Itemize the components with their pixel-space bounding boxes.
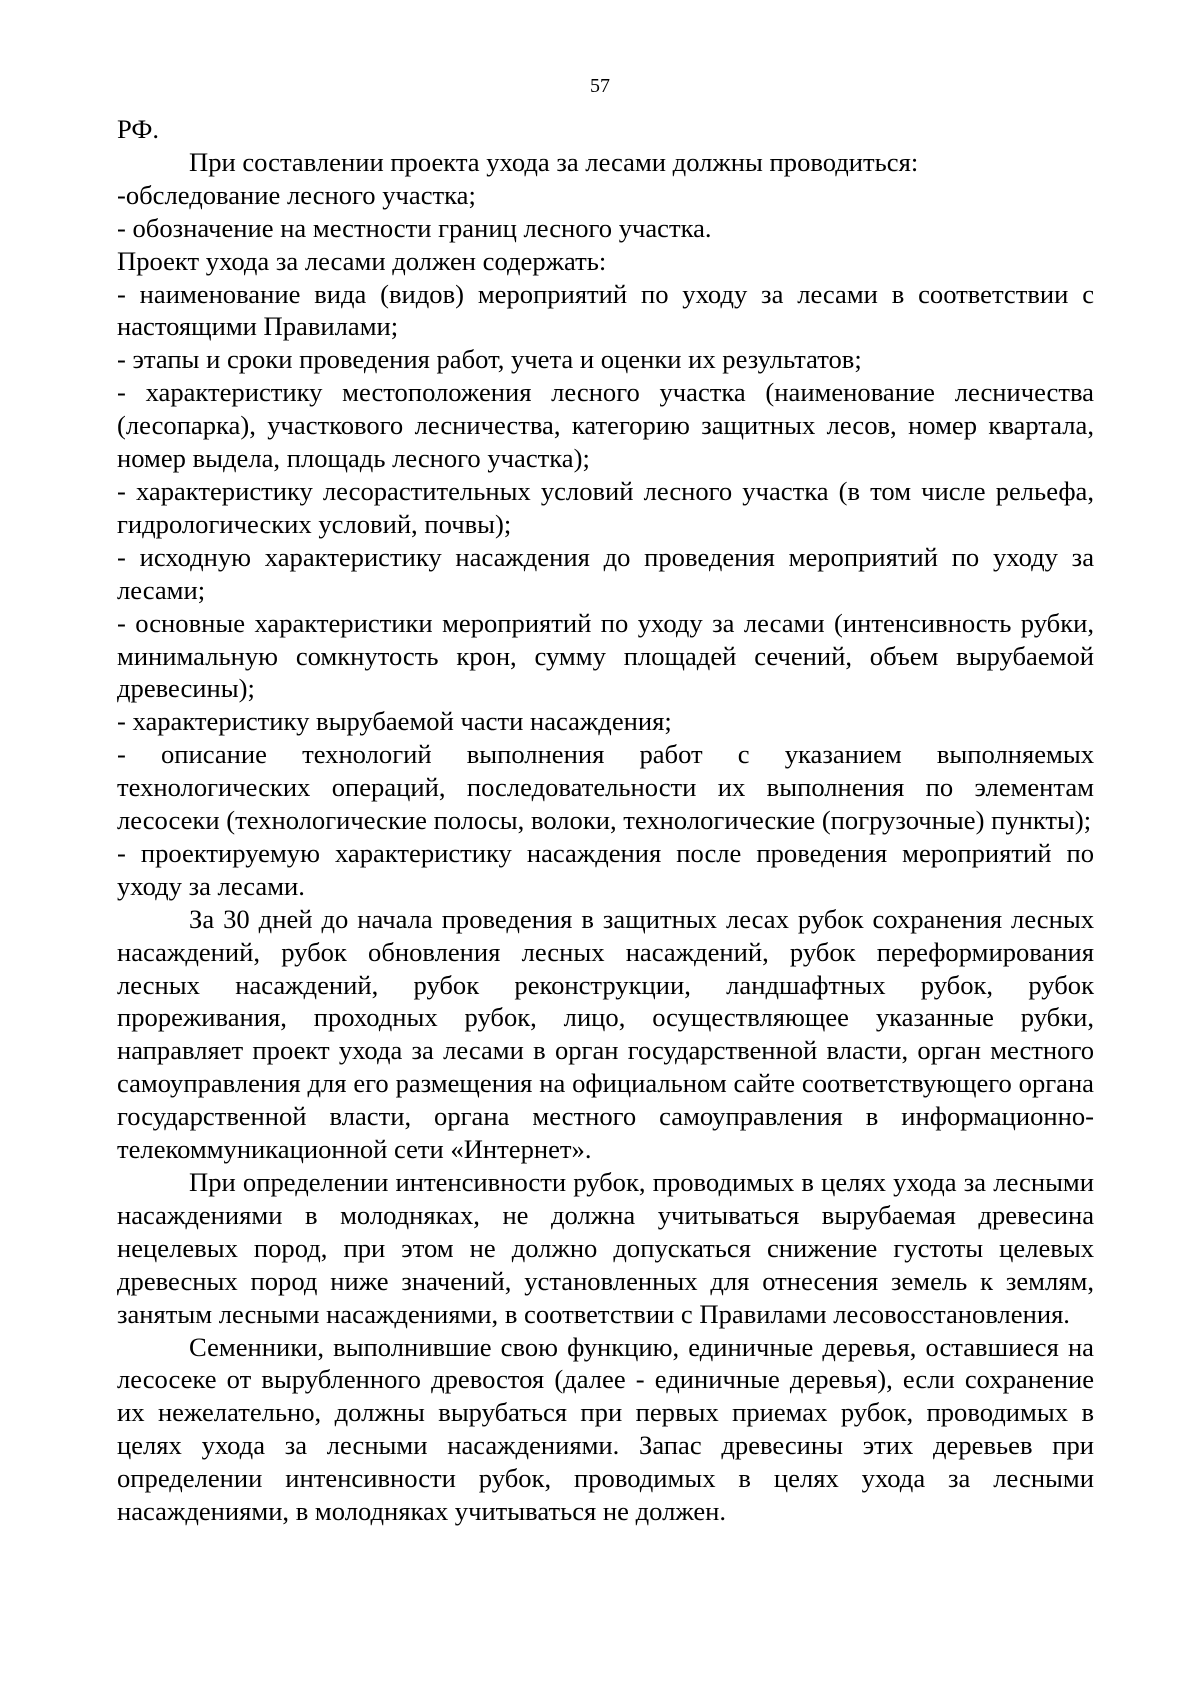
paragraph-1: РФ. [117, 114, 159, 144]
page-number: 57 [590, 75, 610, 97]
paragraph-12: - характеристику вырубаемой части насаждения; [117, 706, 672, 737]
paragraph-11: - основные характеристики мероприятий по уходу за лесами (интенсивность рубки, минимальную сомкнутость крон, сумму площадей сечений, объем вырубаемой древесины); [117, 607, 1094, 704]
paragraph-4: - обозначение на местности границ лесного участка. [117, 212, 712, 243]
paragraph-7: - этапы и сроки проведения работ, учета и оценки их результатов; [117, 344, 862, 375]
paragraph-8: - характеристику местоположения лесного участка (наименование лесничества (лесопарка), участкового лесничества, категорию защитных лесов, номер квартала, номер выдела, площадь лесного участка); [117, 377, 1094, 474]
paragraph-6: - наименование вида (видов) мероприятий по уходу за лесами в соответствии с настоящими Правилами; [117, 278, 1094, 342]
paragraph-2: При составлении проекта ухода за лесами должны проводиться: [189, 146, 919, 177]
paragraph-9: - характеристику лесорастительных условий лесного участка (в том числе рельефа, гидрологических условий, почвы); [117, 475, 1094, 539]
paragraph-10: - исходную характеристику насаждения до проведения мероприятий по уходу за лесами; [117, 541, 1094, 605]
paragraph-15: За 30 дней до начала проведения в защитных лесах рубок сохранения лесных насаждений, рубок обновления лесных насаждений, рубок переформирования лесных насаждений, рубок реконструкции, ландшафтных рубок, рубок прореживания, проходных рубок, лицо, осуществляющее указанные рубки, направляет проект ухода за лесами в орган государственной власти, орган местного самоуправления для его размещения на официальном сайте соответствующего органа государственной власти, органа местного самоуправления в информационно-телекоммуникационной сети «Интернет». [117, 903, 1094, 1165]
document-body [117, 113, 1094, 1528]
paragraph-5: Проект ухода за лесами должен содержать: [117, 245, 607, 276]
paragraph-13: - описание технологий выполнения работ с указанием выполняемых технологических операций, последовательности их выполнения по элементам лесосеки (технологические полосы, волоки, технологические (погрузочные) пункты); [117, 739, 1094, 836]
paragraph-16: При определении интенсивности рубок, проводимых в целях ухода за лесными насаждениями в молодняках, не должна учитываться вырубаемая древесина нецелевых пород, при этом не должно допускаться снижение густоты целевых древесных пород ниже значений, установленных для отнесения земель к землям, занятым лесными насаждениями, в соответствии с Правилами лесовосстановления. [117, 1167, 1094, 1329]
paragraph-14: - проектируемую характеристику насаждения после проведения мероприятий по уходу за лесами. [117, 837, 1094, 901]
paragraph-3: -обследование лесного участка; [117, 179, 476, 210]
paragraph-17: Семенники, выполнившие свою функцию, единичные деревья, оставшиеся на лесосеке от вырубленного древостоя (далее - единичные деревья), если сохранение их нежелательно, должны вырубаться при первых приемах рубок, проводимых в целях ухода за лесными насаждениями. Запас древесины этих деревьев при определении интенсивности рубок, проводимых в целях ухода за лесными насаждениями, в молодняках учитываться не должен. [117, 1331, 1094, 1527]
